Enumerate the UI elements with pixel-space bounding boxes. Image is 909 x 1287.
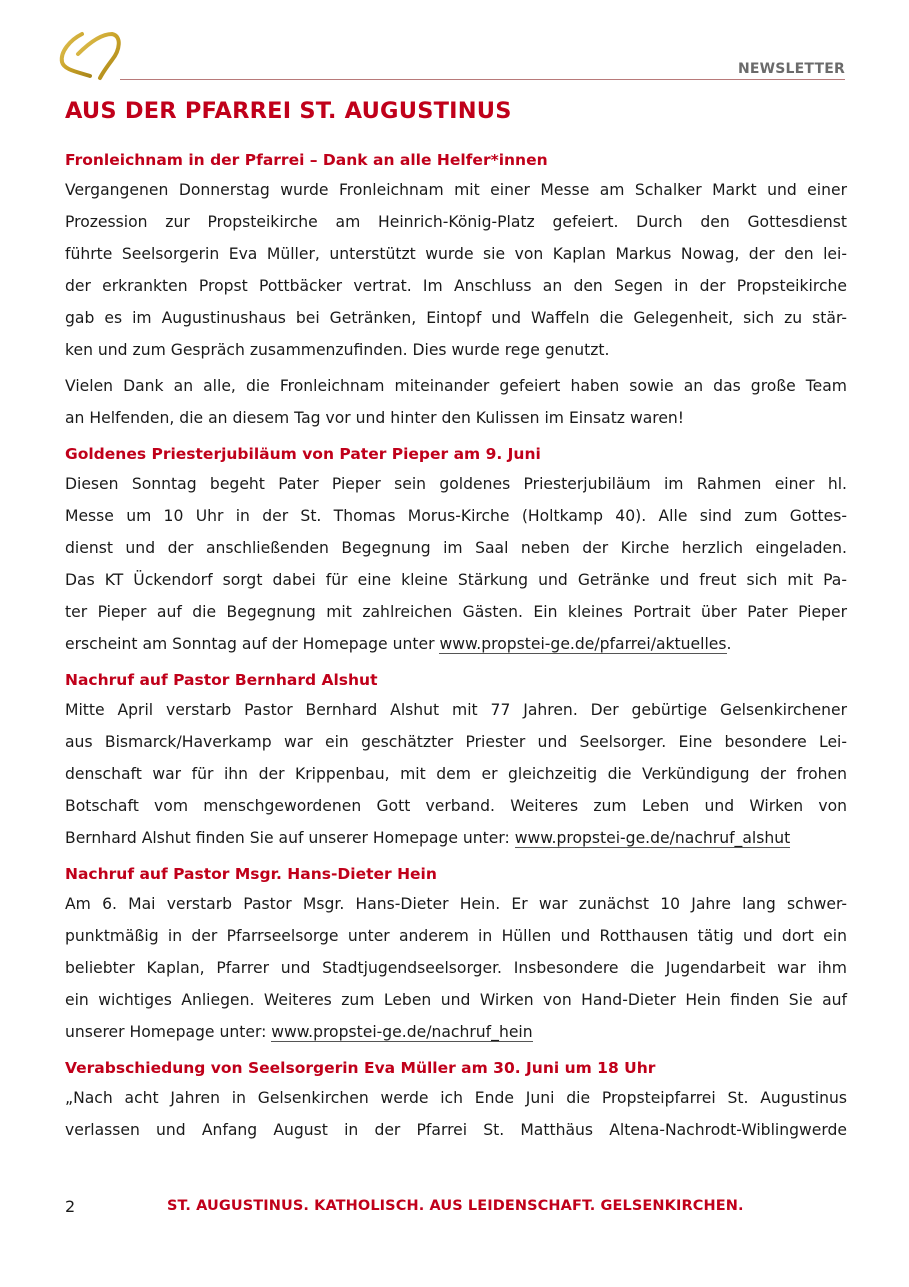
text-line: „Nach acht Jahren in Gelsenkirchen werde ich Ende Juni die Propsteipfarrei St. Augustinus: [65, 1089, 847, 1107]
homepage-link[interactable]: www.propstei-ge.de/nachruf_hein: [271, 1023, 533, 1041]
paragraph: [65, 370, 847, 434]
footer-slogan: ST. AUGUSTINUS. KATHOLISCH. AUS LEIDENSCHAFT. GELSENKIRCHEN.: [167, 1198, 744, 1214]
page-title: AUS DER PFARREI ST. AUGUSTINUS: [65, 98, 512, 124]
article-section: [65, 860, 847, 1048]
section-heading: Goldenes Priesterjubiläum von Pater Pieper am 9. Juni: [65, 445, 541, 463]
gold-heart-logo-icon: [56, 26, 124, 82]
text-line: punktmäßig in der Pfarrseelsorge unter anderem in Hüllen und Rotthausen tätig und dort ein: [65, 927, 847, 945]
text-line-with-link: [65, 628, 847, 660]
article-section: [65, 146, 847, 434]
link-prefix-text: erscheint am Sonntag auf der Homepage unter: [65, 635, 440, 653]
paragraph: [65, 174, 847, 366]
homepage-link[interactable]: www.propstei-ge.de/nachruf_alshut: [514, 829, 791, 847]
text-line: Messe um 10 Uhr in der St. Thomas Morus-Kirche (Holtkamp 40). Alle sind zum Gottes-: [65, 507, 847, 525]
text-line: ken und zum Gespräch zusammenzufinden. Dies wurde rege genutzt.: [65, 341, 610, 359]
link-suffix-text: .: [726, 635, 732, 653]
article-section: [65, 666, 847, 854]
text-line: Vergangenen Donnerstag wurde Fronleichnam mit einer Messe am Schalker Markt und einer: [65, 181, 847, 199]
link-prefix-text: Bernhard Alshut finden Sie auf unserer Homepage unter:: [65, 829, 515, 847]
text-line-with-link: [65, 822, 847, 854]
section-heading: Fronleichnam in der Pfarrei – Dank an alle Helfer*innen: [65, 151, 548, 169]
homepage-link[interactable]: www.propstei-ge.de/pfarrei/aktuelles: [439, 635, 727, 653]
text-line: dienst und der anschließenden Begegnung im Saal neben der Kirche herzlich eingeladen.: [65, 539, 847, 557]
text-line: Mitte April verstarb Pastor Bernhard Alshut mit 77 Jahren. Der gebürtige Gelsenkirchener: [65, 701, 847, 719]
text-line: Am 6. Mai verstarb Pastor Msgr. Hans-Dieter Hein. Er war zunächst 10 Jahre lang schwer-: [65, 895, 847, 913]
text-line: ein wichtiges Anliegen. Weiteres zum Leben und Wirken von Hand-Dieter Hein finden Sie auf: [65, 991, 847, 1009]
text-line: Botschaft vom menschgewordenen Gott verband. Weiteres zum Leben und Wirken von: [65, 797, 847, 815]
paragraph: [65, 468, 847, 660]
link-prefix-text: unserer Homepage unter:: [65, 1023, 272, 1041]
article-section: [65, 440, 847, 660]
header-divider: [120, 79, 845, 80]
text-line: führte Seelsorgerin Eva Müller, unterstützt wurde sie von Kaplan Markus Nowag, der den lei-: [65, 245, 847, 263]
text-line: der erkrankten Propst Pottbäcker vertrat. Im Anschluss an den Segen in der Propsteikirche: [65, 277, 847, 295]
text-line: ter Pieper auf die Begegnung mit zahlreichen Gästen. Ein kleines Portrait über Pater Pieper: [65, 603, 847, 621]
text-line: aus Bismarck/Haverkamp war ein geschätzter Priester und Seelsorger. Eine besondere Lei-: [65, 733, 847, 751]
section-heading: Nachruf auf Pastor Bernhard Alshut: [65, 671, 378, 689]
text-line: an Helfenden, die an diesem Tag vor und hinter den Kulissen im Einsatz waren!: [65, 409, 685, 427]
text-line: Prozession zur Propsteikirche am Heinrich-König-Platz gefeiert. Durch den Gottesdienst: [65, 213, 847, 231]
article-content: [65, 146, 847, 1146]
text-line: Vielen Dank an alle, die Fronleichnam miteinander gefeiert haben sowie an das große Team: [65, 377, 847, 395]
paragraph: [65, 694, 847, 854]
section-heading: Verabschiedung von Seelsorgerin Eva Müller am 30. Juni um 18 Uhr: [65, 1059, 656, 1077]
text-line: Das KT Ückendorf sorgt dabei für eine kleine Stärkung und Getränke und freut sich mit Pa-: [65, 571, 847, 589]
text-line-with-link: [65, 1016, 847, 1048]
paragraph: [65, 1082, 847, 1146]
article-section: [65, 1054, 847, 1146]
text-line: gab es im Augustinushaus bei Getränken, Eintopf und Waffeln die Gelegenheit, sich zu stär-: [65, 309, 847, 327]
newsletter-label: NEWSLETTER: [737, 61, 845, 77]
text-line: denschaft war für ihn der Krippenbau, mit dem er gleichzeitig die Verkündigung der frohen: [65, 765, 847, 783]
text-line: verlassen und Anfang August in der Pfarrei St. Matthäus Altena-Nachrodt-Wiblingwerde: [65, 1121, 847, 1139]
text-line: Diesen Sonntag begeht Pater Pieper sein goldenes Priesterjubiläum im Rahmen einer hl.: [65, 475, 847, 493]
text-line: beliebter Kaplan, Pfarrer und Stadtjugendseelsorger. Insbesondere die Jugendarbeit war ihm: [65, 959, 847, 977]
page-number: 2: [65, 1197, 76, 1216]
paragraph: [65, 888, 847, 1048]
section-heading: Nachruf auf Pastor Msgr. Hans-Dieter Hein: [65, 865, 437, 883]
